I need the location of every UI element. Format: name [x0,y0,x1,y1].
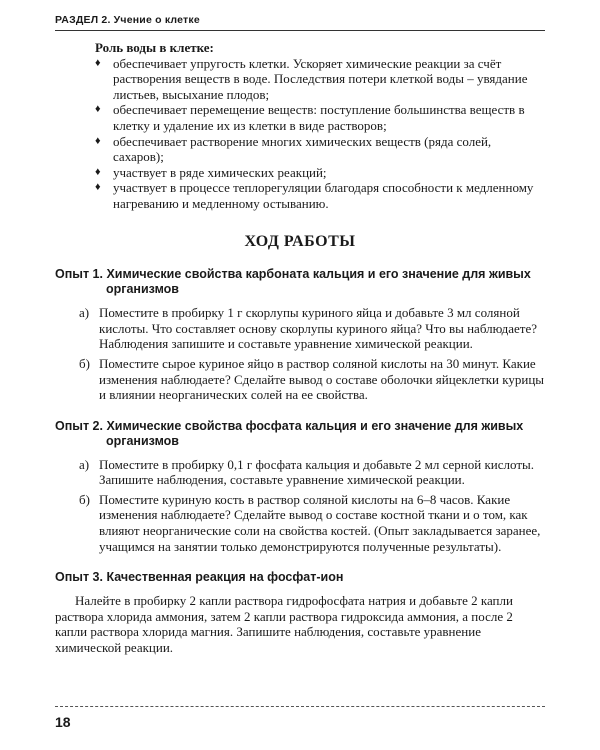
list-item: ♦ обеспечивает упругость клетки. Ускоряет химические реакции за счёт растворения веществ в воде. Последствия потери клеткой воды – увядание листьев, высыхание плодов; [95,55,528,102]
list-item: ♦ обеспечивает растворение многих химических веществ (ряда солей, сахаров); [95,133,492,165]
experiment-1-step-b: б) Поместите сырое куриное яйцо в раствор соляной кислоты на 30 минут. Какие изменения наблюдаете? Сделайте вывод о составе оболочки яйцеклетки курицы и влиянии неорганических солей на ее свойства. [79,355,545,403]
roles-list [55,56,545,212]
list-item: ♦ участвует в ряде химических реакций; [95,164,327,180]
list-item: ♦ участвует в процессе теплорегуляции благодаря способности к медленному нагреванию и медленному остыванию. [95,180,534,211]
list-item: ♦ обеспечивает перемещение веществ: поступление большинства веществ в клетку и удаление их из клетки в виде растворов; [95,102,525,133]
page-content [55,40,545,656]
section-title: ХОД РАБОТЫ [244,232,356,250]
bullet-icon: ♦ [95,165,101,178]
experiment-3-text: Налейте в пробирку 2 капли раствора гидрофосфата натрия и добавьте 2 капли раствора хлорида аммония, затем 2 капли раствора гидроксида аммония, а после 2 капли раствора хлорида магния. Запишите наблюдения, составьте уравнение химической реакции. [55,593,513,656]
experiment-1-step-a: а) Поместите в пробирку 1 г скорлупы куриного яйца и добавьте 3 мл соляной кислоты. Что составляет основу скорлупы куриного яйца? Что вы наблюдаете? Наблюдения запишите и составьте уравнение химической реакции. [79,305,538,352]
bullet-icon: ♦ [95,56,101,69]
footer-divider [55,706,545,707]
roles-title: Роль воды в клетке: [95,40,214,55]
bullet-icon: ♦ [95,181,101,194]
experiment-3-title: Опыт 3. Качественная реакция на фосфат-ион [55,570,344,585]
page-number: 18 [55,714,71,730]
bullet-icon: ♦ [95,134,101,147]
experiment-2-title: Опыт 2. Химические свойства фосфата кальция и его значение для живых организмов [55,418,524,448]
experiment-2-step-b: б) Поместите куриную кость в раствор соляной кислоты на 6–8 часов. Какие изменения наблюдаете? Сделайте вывод о составе костной ткани и о том, как влияют неорганические соли на свойства костей. (Опыт закладывается заранее, учащимся на занятии только демонстрируются полученные результаты). [79,491,541,554]
experiment-2-step-a: а) Поместите в пробирку 0,1 г фосфата кальция и добавьте 2 мл серной кислоты. Запишите наблюдения, составьте уравнение химической реакции. [79,456,534,488]
running-header: РАЗДЕЛ 2. Учение о клетке [55,14,545,31]
experiment-1-title: Опыт 1. Химические свойства карбоната кальция и его значение для живых организмов [55,267,531,297]
bullet-icon: ♦ [95,103,101,116]
